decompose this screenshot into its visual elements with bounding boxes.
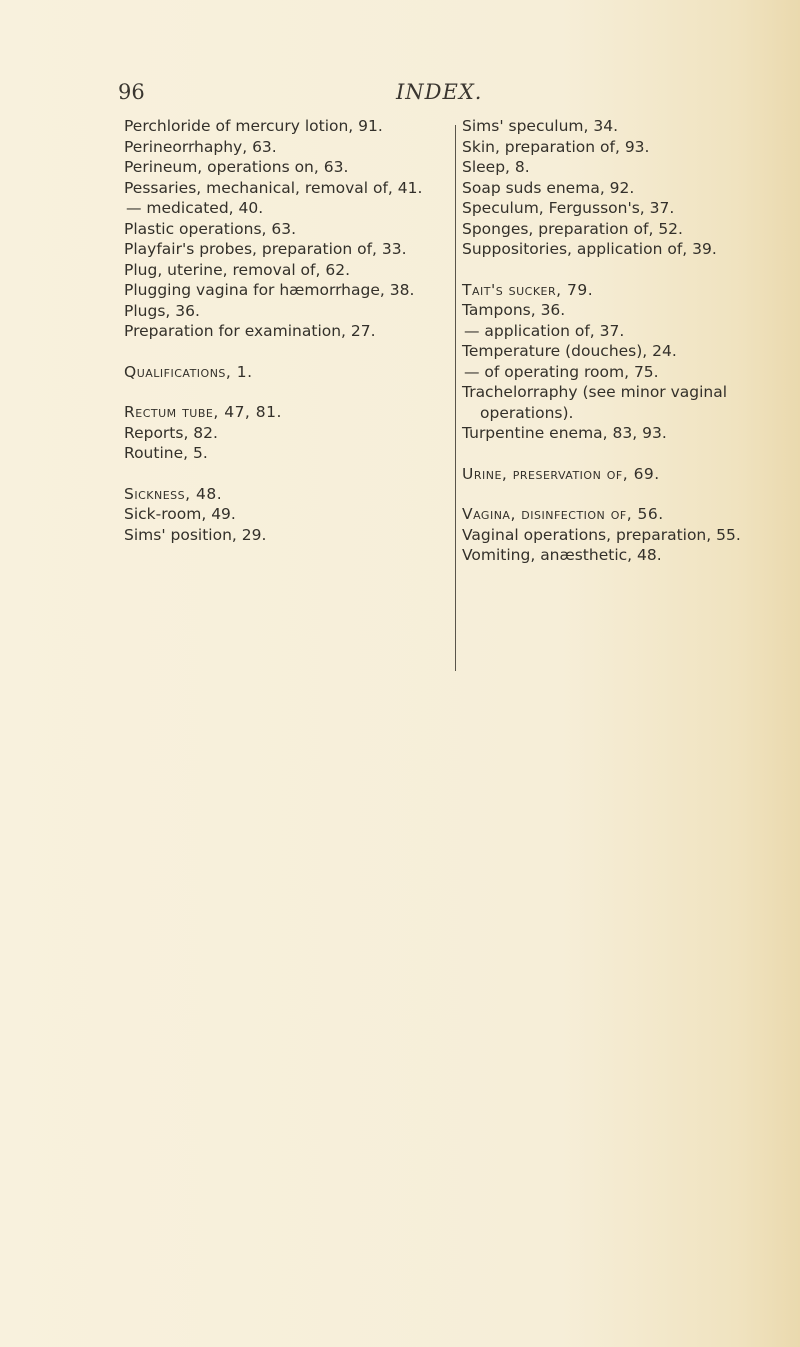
index-entry: Sims' speculum, 34. [462, 117, 619, 135]
index-entry: Plugs, 36. [124, 301, 200, 320]
index-entry: Perchloride of mercury lotion, 91. [124, 117, 383, 135]
index-entry: Vaginal operations, preparation, 55. [462, 525, 741, 544]
index-entry-section-start: Urine, preservation of, 69. [462, 464, 660, 483]
section-gap [462, 484, 777, 504]
index-entry: Perineorrhaphy, 63. [124, 137, 277, 156]
index-entry-section-start: Tait's sucker, 79. [462, 280, 594, 299]
index-entry: Suppositories, application of, 39. [462, 240, 717, 258]
index-entry: Plastic operations, 63. [124, 219, 297, 238]
index-entry: Plug, uterine, removal of, 62. [124, 260, 350, 279]
index-entry-section-start: Vagina, disinfection of, 56. [462, 505, 664, 523]
section-gap [124, 342, 454, 362]
index-entry-section-start: Qualifications, 1. [124, 362, 253, 381]
index-entry-section-start: Sickness, 48. [124, 484, 223, 503]
index-entry: Routine, 5. [124, 444, 208, 462]
section-gap [462, 260, 777, 280]
index-entry: Skin, preparation of, 93. [462, 137, 650, 156]
index-entry: — of operating room, 75. [464, 362, 659, 381]
index-column-right [462, 116, 777, 566]
running-head: INDEX. [396, 80, 483, 104]
index-entry: Pessaries, mechanical, removal of, 41. [124, 178, 423, 197]
index-column-left [124, 116, 454, 545]
index-entry: Playfair's probes, preparation of, 33. [124, 240, 407, 258]
index-entry: Temperature (douches), 24. [462, 342, 677, 360]
index-entry: Sleep, 8. [462, 158, 530, 176]
index-entry: Reports, 82. [124, 423, 218, 442]
index-entry: Sponges, preparation of, 52. [462, 219, 683, 238]
section-gap [124, 464, 454, 484]
section-gap [462, 444, 777, 464]
index-entry-section-start: Rectum tube, 47, 81. [124, 403, 282, 421]
index-entry: Speculum, Fergusson's, 37. [462, 199, 675, 217]
index-entry: Turpentine enema, 83, 93. [462, 424, 667, 442]
index-entry: Trachelorraphy (see minor vaginal operations). [462, 383, 728, 422]
index-entry: Sims' position, 29. [124, 525, 267, 544]
column-divider [455, 125, 456, 671]
section-gap [124, 382, 454, 402]
index-entry: Preparation for examination, 27. [124, 322, 376, 340]
index-entry: Vomiting, anæsthetic, 48. [462, 546, 662, 564]
index-entry: Perineum, operations on, 63. [124, 158, 349, 176]
index-entry: — application of, 37. [464, 321, 625, 340]
index-entry: — medicated, 40. [126, 199, 264, 217]
index-entry: Sick-room, 49. [124, 505, 236, 523]
index-entry: Soap suds enema, 92. [462, 178, 635, 197]
index-entry: Plugging vagina for hæmorrhage, 38. [124, 281, 415, 299]
page-number: 96 [118, 80, 145, 104]
index-entry: Tampons, 36. [462, 301, 566, 319]
